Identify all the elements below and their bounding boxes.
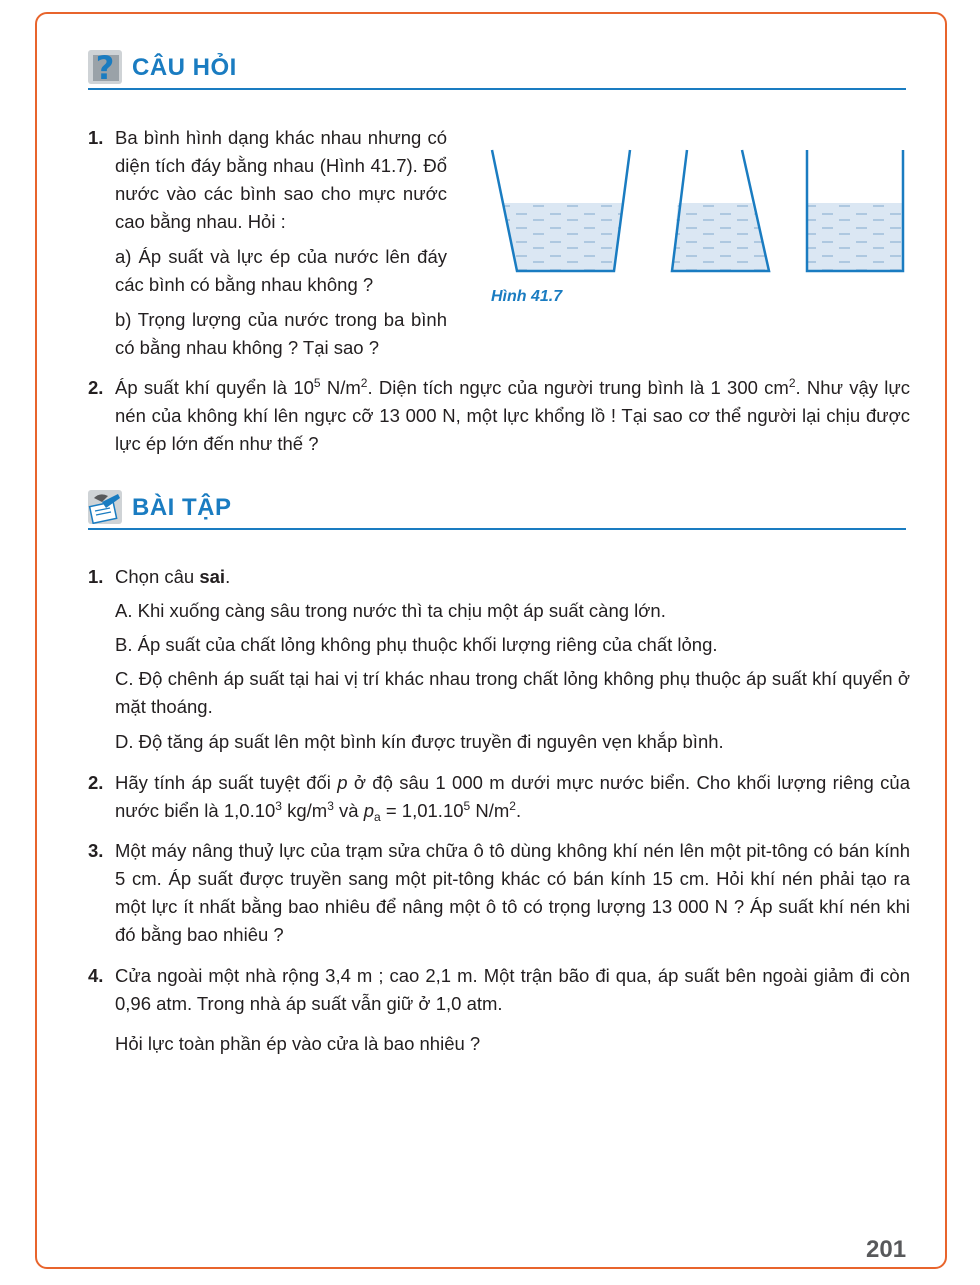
q2-text: Áp suất khí quyển là $10^5$ $N/m^2$. Diện tích ngực của người trung bình là 1 300 $cm^2$. Như vậy lực nén của không khí lên ngực cỡ 13 000 N, một lực khổng lồ ! Tại sao cơ thể người lại chịu được lực ép lớn đến như thế ? (115, 376, 910, 454)
exercises-title: BÀI TẬP (132, 494, 232, 521)
vessel-wide-top (492, 150, 630, 271)
exercises-header (88, 490, 906, 530)
e1-option-a: A. Khi xuống càng sâu trong nước thì ta chịu một áp suất càng lớn. (115, 600, 666, 621)
vessel-straight (807, 150, 903, 271)
e4-text: Cửa ngoài một nhà rộng 3,4 m ; cao 2,1 m. Một trận bão đi qua, áp suất bên ngoài giảm đi còn 0,96 atm. Trong nhà áp suất vẫn giữ ở 1,0 atm. (115, 965, 910, 1014)
writing-hand-icon (88, 490, 122, 524)
q1-part-a: a) Áp suất và lực ép của nước lên đáy các bình có bằng nhau không ? (115, 246, 447, 295)
q1-intro: Ba bình hình dạng khác nhau nhưng có diện tích đáy bằng nhau (Hình 41.7). Đổ nước vào các bình sao cho mực nước cao bằng nhau. Hỏi : (115, 127, 447, 232)
figure-caption: Hình 41.7 (491, 288, 563, 305)
q2-number: 2. (88, 377, 104, 398)
e1-option-c: C. Độ chênh áp suất tại hai vị trí khác nhau trong chất lỏng không phụ thuộc áp suất khí quyển ở mặt thoáng. (115, 668, 910, 717)
e1-prompt: Chọn câu sai. (115, 566, 231, 587)
svg-text:?: ? (95, 50, 115, 84)
e4-followup: Hỏi lực toàn phần ép vào cửa là bao nhiêu ? (115, 1033, 481, 1054)
q1-part-b: b) Trọng lượng của nước trong ba bình có bằng nhau không ? Tại sao ? (115, 309, 447, 358)
figure-41-7 (480, 140, 920, 280)
e1-option-b: B. Áp suất của chất lỏng không phụ thuộc khối lượng riêng của chất lỏng. (115, 634, 718, 655)
vessel-narrow-top (672, 150, 769, 271)
page-number: 201 (866, 1236, 907, 1263)
q1-number: 1. (88, 127, 104, 148)
e1-number: 1. (88, 566, 104, 587)
questions-header (88, 50, 906, 90)
question-mark-icon (88, 50, 122, 84)
e2-number: 2. (88, 772, 104, 793)
e3-text: Một máy nâng thuỷ lực của trạm sửa chữa ô tô dùng không khí nén lên một pit-tông có bán kính 5 cm. Áp suất được truyền sang một pit-tông khác có bán kính 15 cm. Hỏi khí nén phải tạo ra một lực ít nhất bằng bao nhiêu để nâng một ô tô có trọng lượng 13 000 N ? Áp suất khí nén khi đó bằng bao nhiêu ? (115, 840, 910, 945)
e1-option-d: D. Độ tăng áp suất lên một bình kín được truyền đi nguyên vẹn khắp bình. (115, 731, 724, 752)
e3-number: 3. (88, 840, 104, 861)
e4-number: 4. (88, 965, 104, 986)
e2-text: Hãy tính áp suất tuyệt đối p ở độ sâu 1 000 m dưới mực nước biển. Cho khối lượng riêng của nước biển là 1,0.10$^3$ $kg/m^3$ và $p_a = 1,01.10^5$ $N/m^2$. (115, 772, 910, 824)
questions-title: CÂU HỎI (132, 54, 237, 81)
